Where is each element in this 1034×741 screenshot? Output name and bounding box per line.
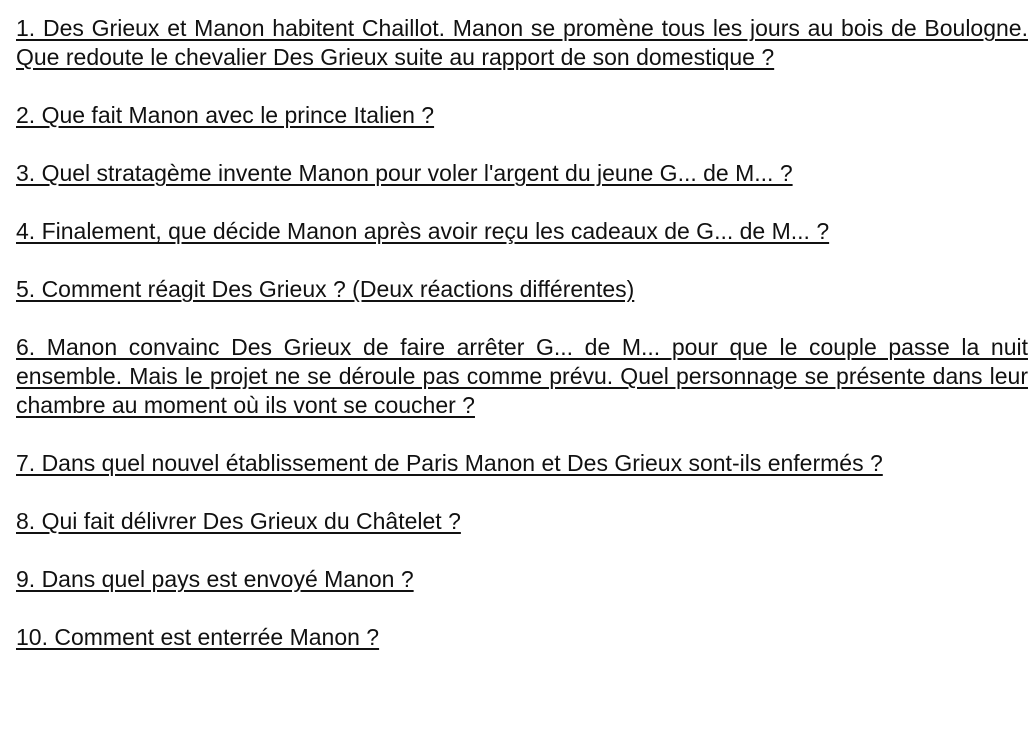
question-list	[16, 14, 1028, 652]
question-7: 7. Dans quel nouvel établissement de Paris Manon et Des Grieux sont-ils enfermés ?	[16, 450, 883, 476]
question-10: 10. Comment est enterrée Manon ?	[16, 624, 380, 650]
question-3: 3. Quel stratagème invente Manon pour voler l'argent du jeune G... de M... ?	[16, 160, 793, 186]
question-2: 2. Que fait Manon avec le prince Italien ?	[16, 102, 435, 128]
question-1: 1. Des Grieux et Manon habitent Chaillot. Manon se promène tous les jours au bois de Boulogne. Que redoute le chevalier Des Grieux suite au rapport de son domestique ?	[16, 15, 1028, 70]
question-6: 6. Manon convainc Des Grieux de faire arrêter G... de M... pour que le couple passe la nuit ensemble. Mais le projet ne se déroule pas comme prévu. Quel personnage se présente dans leur chambre au moment où ils vont se coucher ?	[16, 334, 1028, 418]
question-4: 4. Finalement, que décide Manon après avoir reçu les cadeaux de G... de M... ?	[16, 218, 830, 244]
question-5: 5. Comment réagit Des Grieux ? (Deux réactions différentes)	[16, 276, 635, 302]
question-8: 8. Qui fait délivrer Des Grieux du Châtelet ?	[16, 508, 461, 534]
question-9: 9. Dans quel pays est envoyé Manon ?	[16, 566, 414, 592]
